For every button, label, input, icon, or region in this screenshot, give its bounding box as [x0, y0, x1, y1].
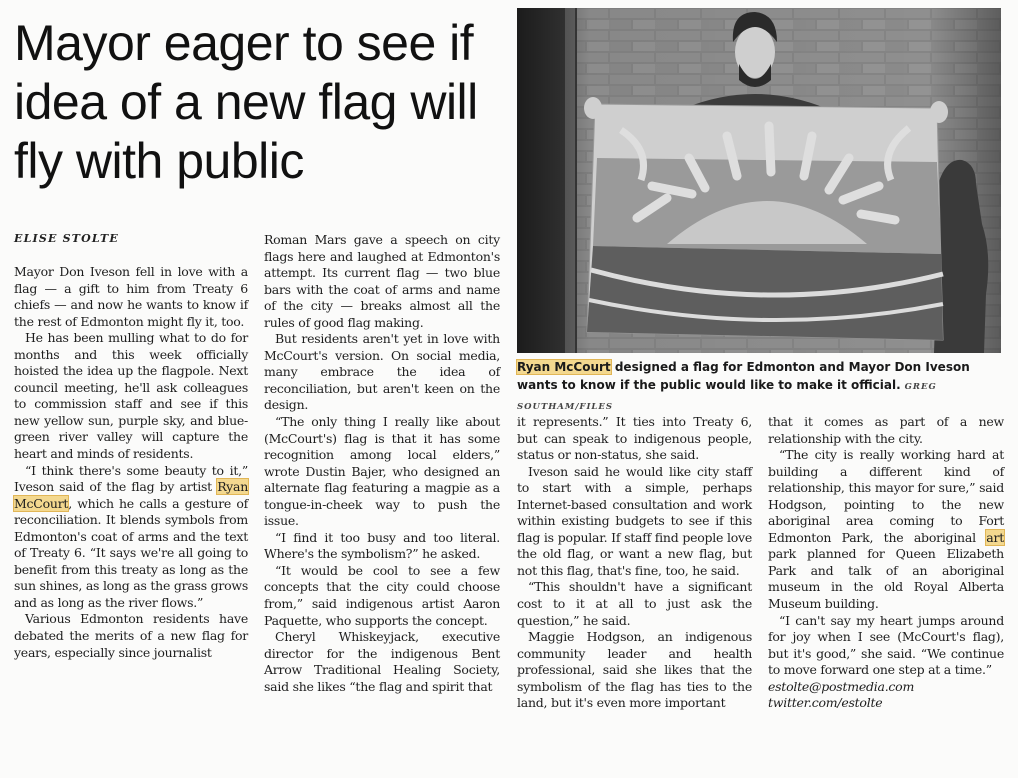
paragraph: Mayor Don Iveson fell in love with a flag — a gift to him from Treaty 6 chiefs — and now he wants to know if the rest of Edmonton might fly it, too. — [14, 264, 248, 329]
paragraph: “I find it too busy and too literal. Where's the symbolism?” he asked. — [264, 529, 500, 562]
paragraph: Iveson said he would like city staff to start with a simple, perhaps Internet-based consultation and work within existing budgets to see if this flag is popular. If staff find people love the old flag, or want a new flag, but not this flag, that's fine, too, he said. — [517, 463, 752, 578]
paragraph — [14, 463, 248, 612]
headline: Mayor eager to see if idea of a new flag will fly with public — [14, 15, 478, 189]
article-column-2 — [264, 232, 500, 695]
paragraph-text: “The city is really working hard at building a different kind of relationship, this mayor for sure,” said Hodgson, pointing to the new aboriginal area coming to Fort Edmonton Park, the aboriginal — [768, 447, 1004, 545]
paragraph: that it comes as part of a new relationship with the city. — [768, 414, 1004, 446]
highlighted-name: Ryan McCourt — [517, 360, 611, 374]
paragraph-text: , which he calls a gesture of reconciliation. It blends symbols from Edmonton's coat of arms and the text of Treaty 6. “It says we're all going to benefit from this treaty as long as the sun shines, as long as the grass grows and as long as the river flows.” — [14, 495, 248, 610]
byline: ELISE STOLTE — [14, 232, 119, 245]
author-email: estolte@postmedia.com — [768, 678, 915, 694]
paragraph: He has been mulling what to do for months and this week officially hoisted the idea up the flagpole. Next council meeting, he'll ask colleagues to commission staff and see if this new yellow sun, purple sky, and blue-green river valley will capture the heart and minds of residents. — [14, 330, 248, 462]
paragraph: “The only thing I really like about (McCourt's) flag is that it has some recognition among local elders,” wrote Dustin Bajer, who designed an alternate flag featuring a magpie as a tongue-in-cheek way to push the issue. — [264, 414, 500, 529]
caption-text: designed a flag for Edmonton and Mayor Don Iveson wants to know if the public would like to make it official. — [517, 360, 970, 392]
article-column-4 — [768, 414, 1004, 712]
paragraph: it represents.” It ties into Treaty 6, but can speak to indigenous people, status or non-status, she said. — [517, 414, 752, 463]
photo-illustration — [517, 8, 1001, 353]
paragraph: “This shouldn't have a significant cost to it at all to just ask the question,” he said. — [517, 579, 752, 628]
paragraph: But residents aren't yet in love with McCourt's version. On social media, many embrace the idea of reconciliation, but aren't keen on the design. — [264, 331, 500, 413]
paragraph: “I can't say my heart jumps around for joy when I see (McCourt's flag), but it's good,” she said. “We continue to move forward one step at a time.” — [768, 612, 1004, 678]
paragraph-text: “I think there's some beauty to it,” Iveson said of the flag by artist — [14, 462, 248, 495]
author-twitter: twitter.com/estolte — [768, 695, 883, 711]
article-column-1 — [14, 264, 248, 661]
paragraph-text: park planned for Queen Elizabeth Park and talk of an aboriginal museum in the old Royal Alberta Museum building. — [768, 546, 1004, 612]
article-photo — [517, 8, 1001, 353]
paragraph — [768, 447, 1004, 612]
photo-caption — [517, 358, 1007, 416]
highlighted-word: art — [986, 529, 1004, 545]
paragraph: Maggie Hodgson, an indigenous community leader and health professional, said she likes that the symbolism of the flag has ties to the land, but it's even more important — [517, 629, 752, 711]
paragraph: Various Edmonton residents have debated the merits of a new flag for years, especially since journalist — [14, 611, 248, 660]
photo-credit: GREG SOUTHAM/FILES — [517, 382, 937, 412]
paragraph: Cheryl Whiskeyjack, executive director for the indigenous Bent Arrow Traditional Healing Society, said she likes “the flag and spirit that — [264, 629, 500, 694]
paragraph: Roman Mars gave a speech on city flags here and laughed at Edmonton's attempt. Its current flag — two blue bars with the coat of arms and name of the city — breaks almost all the rules of good flag making. — [264, 232, 500, 330]
paragraph: “It would be cool to see a few concepts that the city could choose from,” said indigenous artist Aaron Paquette, who supports the concept. — [264, 562, 500, 628]
article-column-3 — [517, 414, 752, 712]
highlighted-name: Ryan McCourt — [14, 479, 248, 511]
